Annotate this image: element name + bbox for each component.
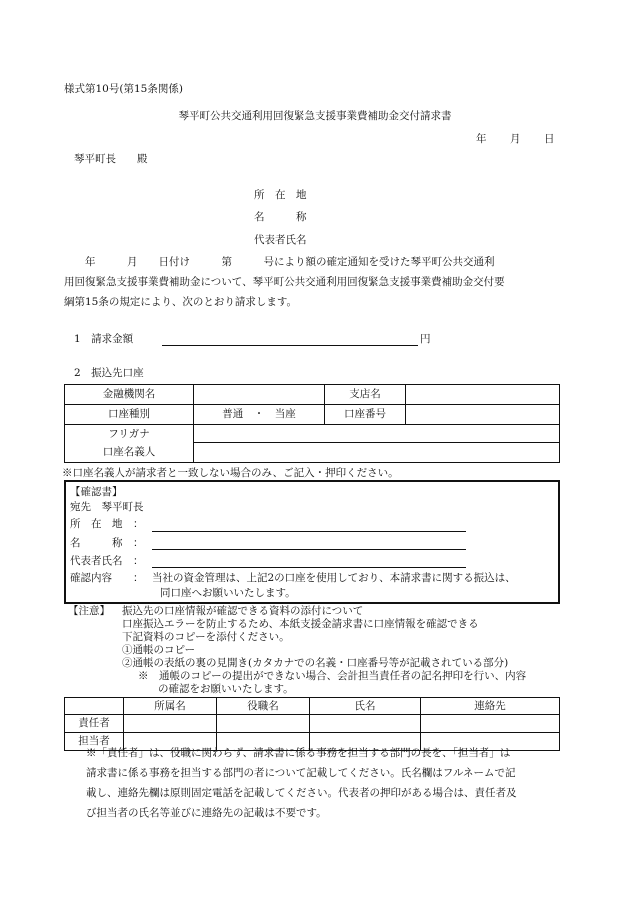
contact-header-blank	[65, 698, 124, 715]
confirmation-address-line[interactable]	[152, 531, 466, 532]
caution-line: 口座振込エラーを防止するため、本紙支援金請求書に口座情報を確認できる	[122, 618, 479, 630]
contact-cell[interactable]	[421, 715, 560, 733]
caution-line: 振込先の口座情報が確認できる資料の添付について	[122, 605, 364, 617]
contact-header-dept: 所属名	[124, 698, 217, 715]
confirmation-address-label: 所 在 地 ：	[70, 518, 144, 530]
claim-amount-label: 1 請求金額	[74, 333, 134, 345]
confirmation-rep-line[interactable]	[152, 567, 466, 568]
account-holder-label: 口座名義人	[65, 443, 194, 463]
applicant-rep-label: 代表者氏名	[254, 234, 307, 246]
confirmation-content-label: 確認内容 ：	[70, 572, 144, 584]
footer-line: 請求書に係る事務を担当する部門の者について記載してください。氏名欄はフルネームで記	[86, 767, 516, 779]
bank-note: ※口座名義人が請求者と一致しない場合のみ、ご記入・押印ください。	[62, 467, 399, 479]
confirmation-name-label: 名 称 ：	[70, 537, 144, 549]
date-day-label: 日	[544, 133, 555, 145]
body-line: 用回復緊急支援事業費補助金について、琴平町公共交通利用回復緊急支援事業費補助金交付要	[64, 276, 505, 288]
applicant-address-label: 所 在 地	[254, 189, 307, 201]
bank-table	[64, 384, 560, 463]
branch-name-cell[interactable]	[406, 385, 560, 405]
account-holder-cell[interactable]	[194, 443, 560, 463]
table-row	[65, 715, 560, 733]
footer-notes	[86, 743, 570, 823]
furigana-cell[interactable]	[194, 425, 560, 443]
caution-line: 下記資料のコピーを添付ください。	[122, 631, 290, 643]
account-number-label: 口座番号	[325, 405, 406, 425]
contact-row-label: 担当者	[65, 733, 124, 751]
claim-amount-unit: 円	[420, 333, 431, 345]
contact-header-name: 氏名	[310, 698, 421, 715]
caution-item: ①通帳のコピー	[122, 644, 196, 656]
date-year-label: 年	[476, 133, 487, 145]
furigana-label: フリガナ	[65, 425, 194, 443]
contact-row-label: 責任者	[65, 715, 124, 733]
footer-line: ※「責任者」は、役職に関わらず、請求書に係る事務を担当する部門の長を、「担当者」は	[86, 747, 511, 759]
confirmation-rep-label: 代表者氏名 ：	[70, 555, 144, 567]
bank-name-cell[interactable]	[194, 385, 325, 405]
body-line: 年 月 日付け 第 号により額の確定通知を受けた琴平町公共交通利	[64, 256, 495, 268]
account-number-cell[interactable]	[406, 405, 560, 425]
footer-line: び担当者の氏名等並びに連絡先の記載は不要です。	[86, 807, 327, 819]
form-number: 様式第10号(第15条関係)	[64, 83, 183, 95]
contact-cell[interactable]	[310, 715, 421, 733]
caution-item: ②通帳の表紙の裏の見開き(カタカナでの名義・口座番号等が記載されている部分)	[122, 657, 509, 669]
contact-header-phone: 連絡先	[421, 698, 560, 715]
caution-item: の確認をお願いいたします。	[158, 683, 294, 695]
confirmation-heading: 【確認書】	[70, 486, 123, 498]
branch-name-label: 支店名	[325, 385, 406, 405]
body-paragraph	[64, 252, 584, 312]
date-month-label: 月	[510, 133, 521, 145]
account-type-value[interactable]: 普通 ・ 当座	[194, 405, 325, 425]
confirmation-to: 宛先 琴平町長	[70, 501, 144, 513]
bank-name-label: 金融機関名	[65, 385, 194, 405]
account-type-label: 口座種別	[65, 405, 194, 425]
contact-header-title: 役職名	[217, 698, 310, 715]
body-line: 綱第15条の規定により、次のとおり請求します。	[64, 296, 298, 308]
contact-cell[interactable]	[217, 715, 310, 733]
addressee: 琴平町長 殿	[74, 153, 148, 165]
contact-cell[interactable]	[124, 715, 217, 733]
caution-item: ※ 通帳のコピーの提出ができない場合、会計担当責任者の記名押印を行い、内容	[138, 670, 527, 682]
page-title: 琴平町公共交通利用回復緊急支援事業費補助金交付請求書	[178, 110, 452, 122]
confirmation-name-line[interactable]	[152, 549, 466, 550]
confirmation-content-line: 当社の資金管理は、上記2の口座を使用しており、本請求書に関する振込は、	[152, 572, 516, 584]
bank-section-label: 2 振込先口座	[74, 367, 144, 379]
caution-heading: 【注意】	[68, 605, 110, 617]
confirmation-content-line: 同口座へお願いいたします。	[160, 587, 296, 599]
applicant-name-label: 名 称	[254, 211, 307, 223]
footer-line: 載し、連絡先欄は原則固定電話を記載してください。代表者の押印がある場合は、責任者及	[86, 787, 517, 799]
claim-amount-line[interactable]	[162, 345, 418, 346]
